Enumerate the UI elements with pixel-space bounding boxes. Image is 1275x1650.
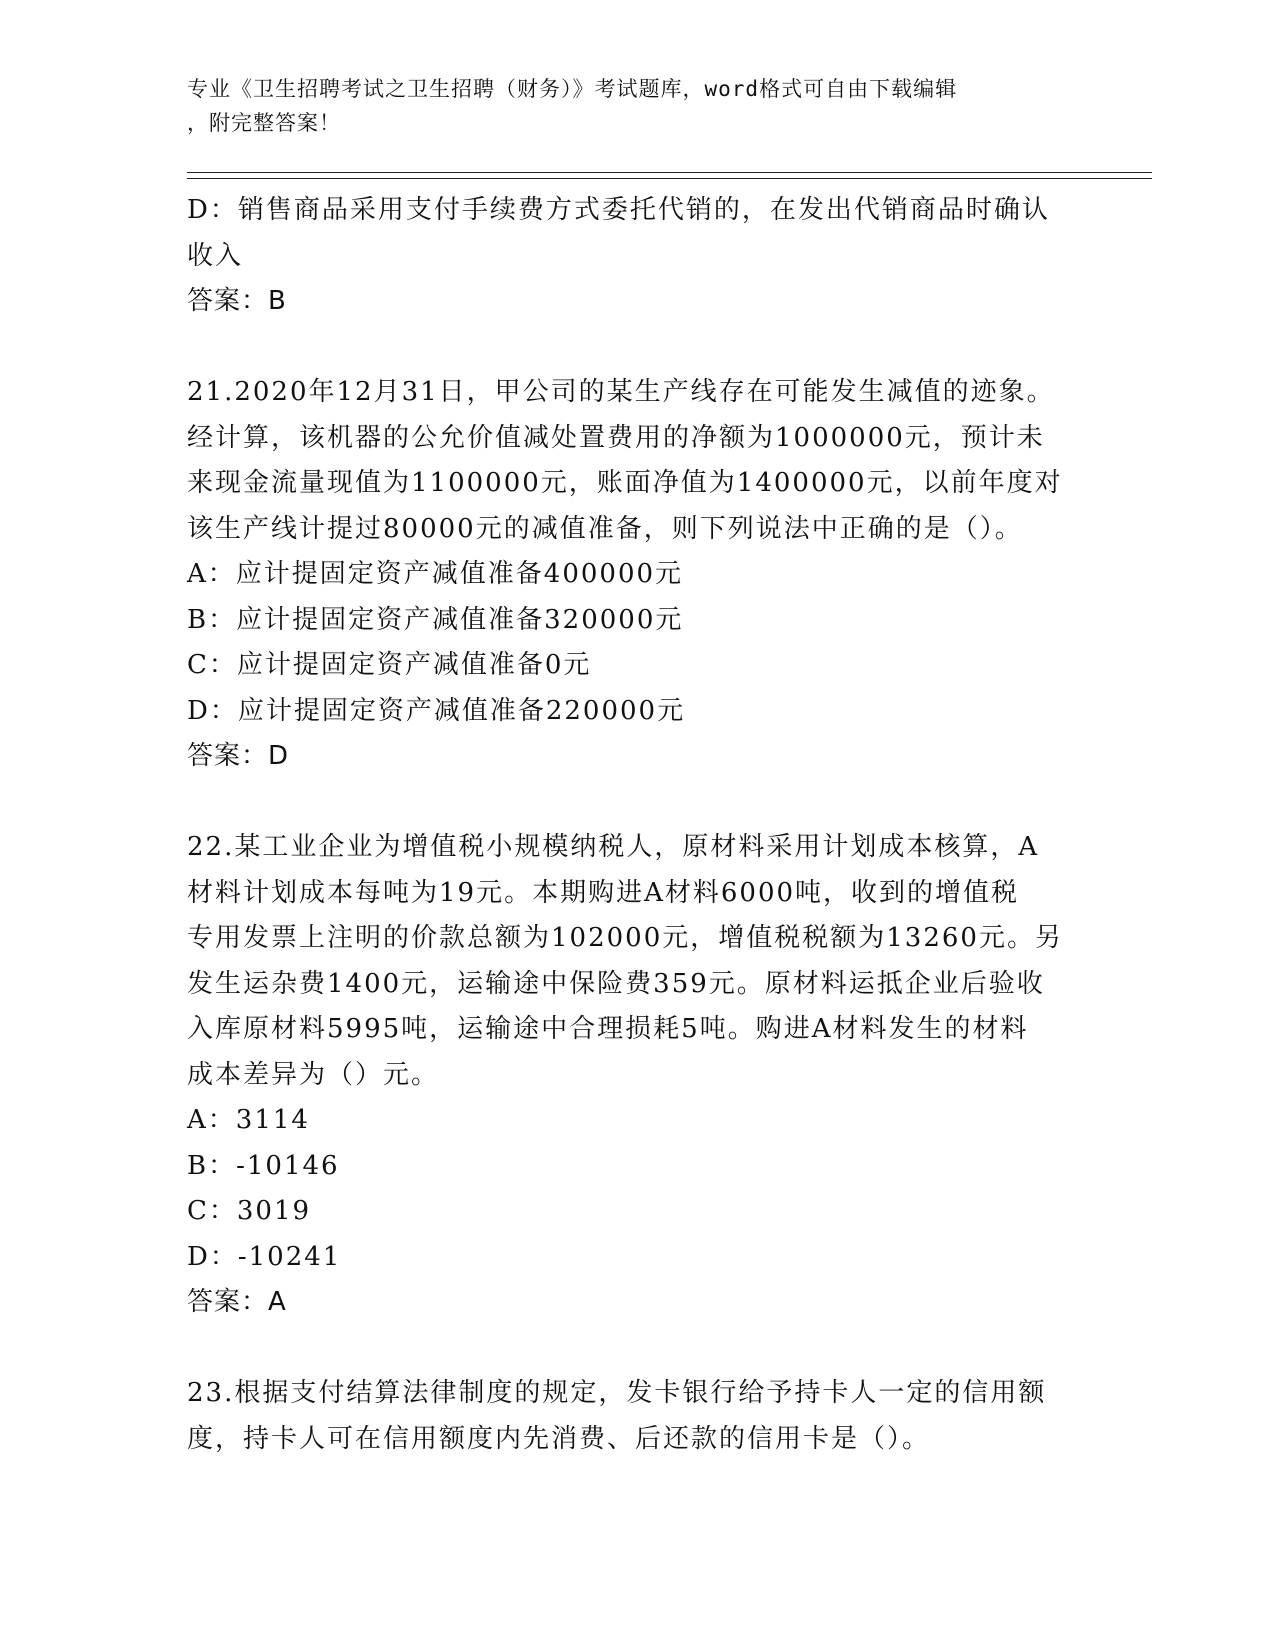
question-stem-line: 材料计划成本每吨为19元。本期购进A材料6000吨，收到的增值税 xyxy=(187,877,1020,908)
answer-line: 答案：D xyxy=(187,741,290,771)
spacer xyxy=(187,780,1087,826)
option-b: B：-10146 xyxy=(187,1150,340,1181)
option-b: B：应计提固定资产减值准备320000元 xyxy=(187,604,684,635)
answer-line: 答案：B xyxy=(187,286,287,316)
question-block xyxy=(187,188,1087,325)
document-body xyxy=(187,188,1087,1462)
question-stem-line: 该生产线计提过80000元的减值准备，则下列说法中正确的是（）。 xyxy=(187,513,1023,544)
question-stem-line: 入库原材料5995吨，运输途中合理损耗5吨。购进A材料发生的材料 xyxy=(187,1014,1029,1044)
option-c: C：应计提固定资产减值准备0元 xyxy=(187,650,592,680)
document-header xyxy=(187,72,1087,140)
text-line: 收入 xyxy=(187,240,244,271)
question-block xyxy=(187,370,1087,780)
question-stem-line: 23.根据支付结算法律制度的规定，发卡银行给予持卡人一定的信用额 xyxy=(187,1378,1047,1408)
question-stem-line: 成本差异为（）元。 xyxy=(187,1059,440,1090)
option-d: D：应计提固定资产减值准备220000元 xyxy=(187,695,686,726)
spacer xyxy=(187,325,1087,371)
question-stem-line: 来现金流量现值为1100000元，账面净值为1400000元，以前年度对 xyxy=(187,468,1063,498)
answer-line: 答案：A xyxy=(187,1287,287,1317)
question-stem-line: 经计算，该机器的公允价值减处置费用的净额为1000000元，预计未 xyxy=(187,422,1045,453)
text-line: D：销售商品采用支付手续费方式委托代销的，在发出代销商品时确认 xyxy=(187,195,1050,225)
question-stem-line: 专用发票上注明的价款总额为102000元，增值税税额为13260元。另 xyxy=(187,923,1063,953)
question-block xyxy=(187,1371,1087,1462)
question-stem-line: 发生运杂费1400元，运输途中保险费359元。原材料运抵企业后验收 xyxy=(187,968,1045,999)
header-rule-bottom xyxy=(187,178,1152,179)
question-block xyxy=(187,825,1087,1326)
question-stem-line: 21.2020年12月31日，甲公司的某生产线存在可能发生减值的迹象。 xyxy=(187,377,1055,407)
header-line-1: 专业《卫生招聘考试之卫生招聘（财务）》考试题库，word格式可自由下载编辑 xyxy=(187,77,958,101)
header-rule-top xyxy=(187,172,1152,173)
question-stem-line: 22.某工业企业为增值税小规模纳税人，原材料采用计划成本核算，A xyxy=(187,832,1040,862)
header-line-2: ，附完整答案！ xyxy=(187,111,341,135)
option-a: A：3114 xyxy=(187,1105,310,1135)
spacer xyxy=(187,1326,1087,1372)
option-d: D：-10241 xyxy=(187,1241,342,1272)
option-a: A：应计提固定资产减值准备400000元 xyxy=(187,559,684,589)
question-stem-line: 度，持卡人可在信用额度内先消费、后还款的信用卡是（）。 xyxy=(187,1423,931,1454)
option-c: C：3019 xyxy=(187,1196,312,1226)
